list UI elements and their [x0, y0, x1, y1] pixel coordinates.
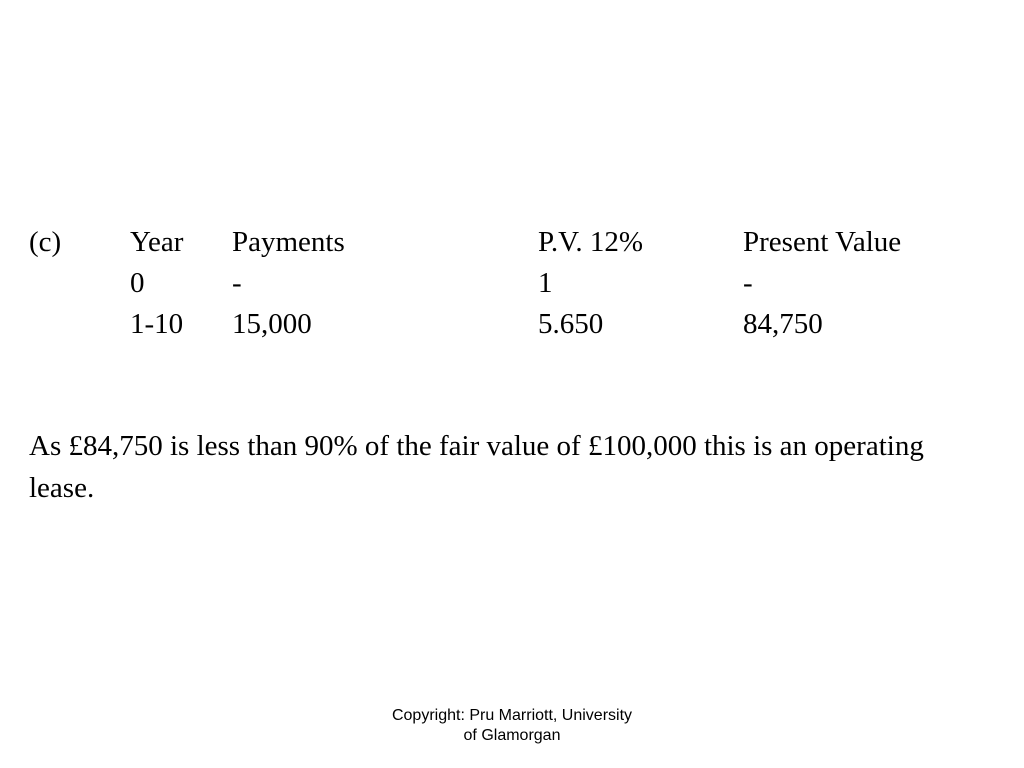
conclusion-text: As £84,750 is less than 90% of the fair value of £100,000 this is an operating lease.: [29, 430, 924, 504]
copyright-line-1: Copyright: Pru Marriott, University: [391, 707, 633, 724]
row-payments: 15,000: [232, 308, 312, 340]
header-year: Year: [130, 226, 184, 258]
header-pv-factor: P.V. 12%: [538, 226, 644, 258]
row-present-value: 84,750: [743, 308, 823, 340]
copyright-line-2: of Glamorgan: [463, 727, 561, 744]
row-payments: -: [232, 267, 242, 299]
row-pv-factor: 1: [538, 267, 553, 299]
header-present-value: Present Value: [743, 226, 902, 258]
row-year: 0: [130, 267, 145, 299]
row-pv-factor: 5.650: [538, 308, 604, 340]
part-label: (c): [29, 226, 62, 258]
header-payments: Payments: [232, 226, 345, 258]
row-year: 1-10: [130, 308, 184, 340]
row-present-value: -: [743, 267, 753, 299]
copyright-footer: [352, 706, 672, 746]
